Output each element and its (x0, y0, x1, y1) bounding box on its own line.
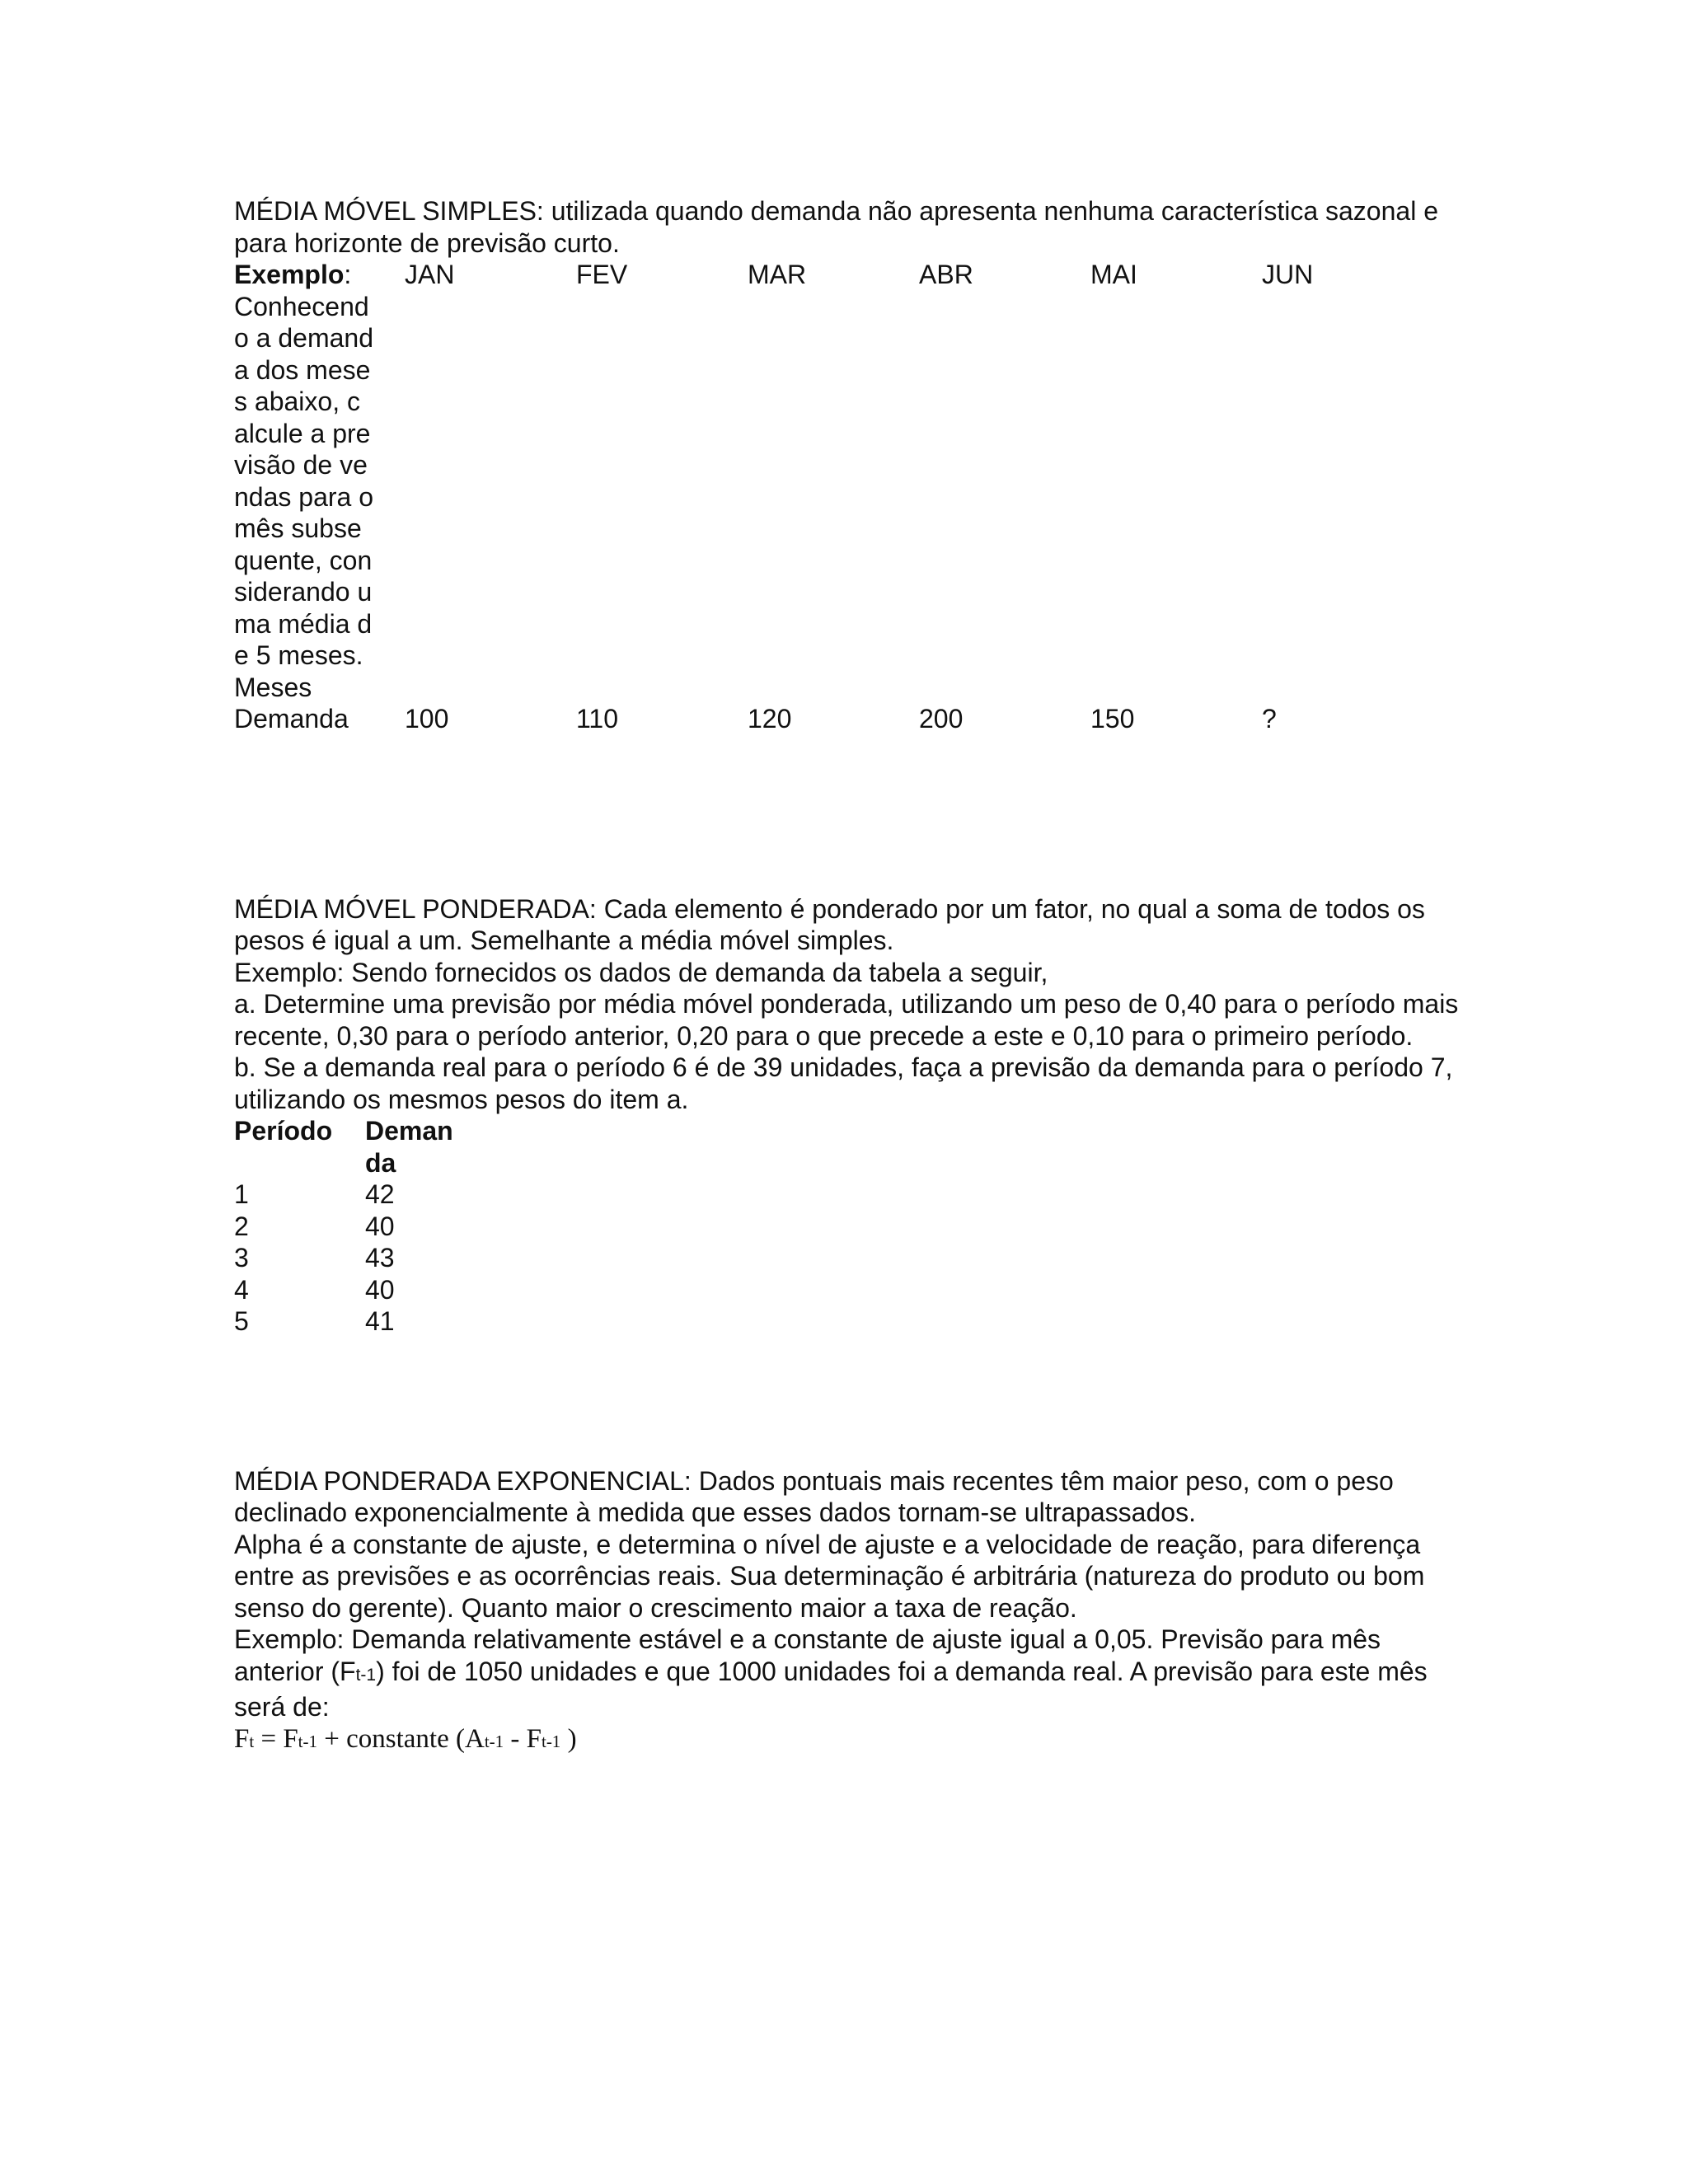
demand-fev: 110 (576, 704, 619, 733)
example-label: Exemplo: (234, 260, 352, 289)
demand-label: Demanda (234, 704, 349, 733)
demand-cell: 40 (365, 1274, 395, 1305)
demand-mar: 120 (748, 704, 792, 733)
document-page (234, 195, 1470, 1757)
exponential-formula: Ft = Ft-1 + constante (At-1 - Ft-1 ) (234, 1723, 577, 1754)
period-cell: 2 (234, 1211, 249, 1241)
section3-intro: MÉDIA PONDERADA EXPONENCIAL: Dados pontuais mais recentes têm maior peso, com o peso declinado exponencialmente à medida que esses dados tornam-se ultrapassados. (234, 1465, 1394, 1527)
moving-average-table (234, 259, 1470, 735)
header-demanda: Demanda (365, 1116, 453, 1178)
demand-mai: 150 (1090, 704, 1135, 733)
period-cell: 4 (234, 1274, 249, 1305)
section3-alpha: Alpha é a constante de ajuste, e determina o nível de ajuste e a velocidade de reação, para diferença entre as previsões e as ocorrências reais. Sua determinação é arbitrária (natureza do produto ou bom senso do gerente). Quanto maior o crescimento maior a taxa de reação. (234, 1529, 1425, 1623)
demand-cell: 40 (365, 1211, 395, 1241)
period-cell: 3 (234, 1243, 249, 1272)
month-jan: JAN (405, 260, 455, 289)
demand-jun: ? (1262, 704, 1277, 733)
demand-abr: 200 (919, 704, 964, 733)
period-cell: 5 (234, 1306, 249, 1336)
demand-jan: 100 (405, 704, 449, 733)
month-mai: MAI (1090, 260, 1137, 289)
section2-item-b: b. Se a demanda real para o período 6 é de 39 unidades, faça a previsão da demanda para o período 7, utilizando os mesmos pesos do item a. (234, 1052, 1453, 1114)
month-abr: ABR (919, 260, 973, 289)
section2-intro: MÉDIA MÓVEL PONDERADA: Cada elemento é ponderado por um fator, no qual a soma de todos os pesos é igual a um. Semelhante a média móvel simples. (234, 893, 1425, 955)
example-question: Conhecendo a demanda dos meses abaixo, calcule a previsão de vendas para o mês subsequente, considerando uma média de 5 meses. Meses (234, 291, 374, 702)
weighted-demand-table (234, 1115, 1470, 1338)
period-cell: 1 (234, 1179, 249, 1209)
month-mar: MAR (748, 260, 807, 289)
month-jun: JUN (1262, 260, 1314, 289)
section2-example: Exemplo: Sendo fornecidos os dados de demanda da tabela a seguir, (234, 957, 1048, 987)
header-periodo: Período (234, 1116, 333, 1146)
month-fev: FEV (576, 260, 628, 289)
section1-intro: MÉDIA MÓVEL SIMPLES: utilizada quando demanda não apresenta nenhuma característica sazonal e para horizonte de previsão curto. (234, 196, 1438, 258)
section2-item-a: a. Determine uma previsão por média móvel ponderada, utilizando um peso de 0,40 para o período mais recente, 0,30 para o período anterior, 0,20 para o que precede a este e 0,10 para o primeiro período. (234, 989, 1459, 1051)
demand-cell: 42 (365, 1179, 395, 1209)
section3-example: Exemplo: Demanda relativamente estável e a constante de ajuste igual a 0,05. Previsão para mês anterior (Ft-1) foi de 1050 unidades e que 1000 unidades foi a demanda real. A previsão para este mês será de: (234, 1624, 1428, 1722)
demand-cell: 41 (365, 1306, 395, 1336)
demand-cell: 43 (365, 1243, 395, 1272)
